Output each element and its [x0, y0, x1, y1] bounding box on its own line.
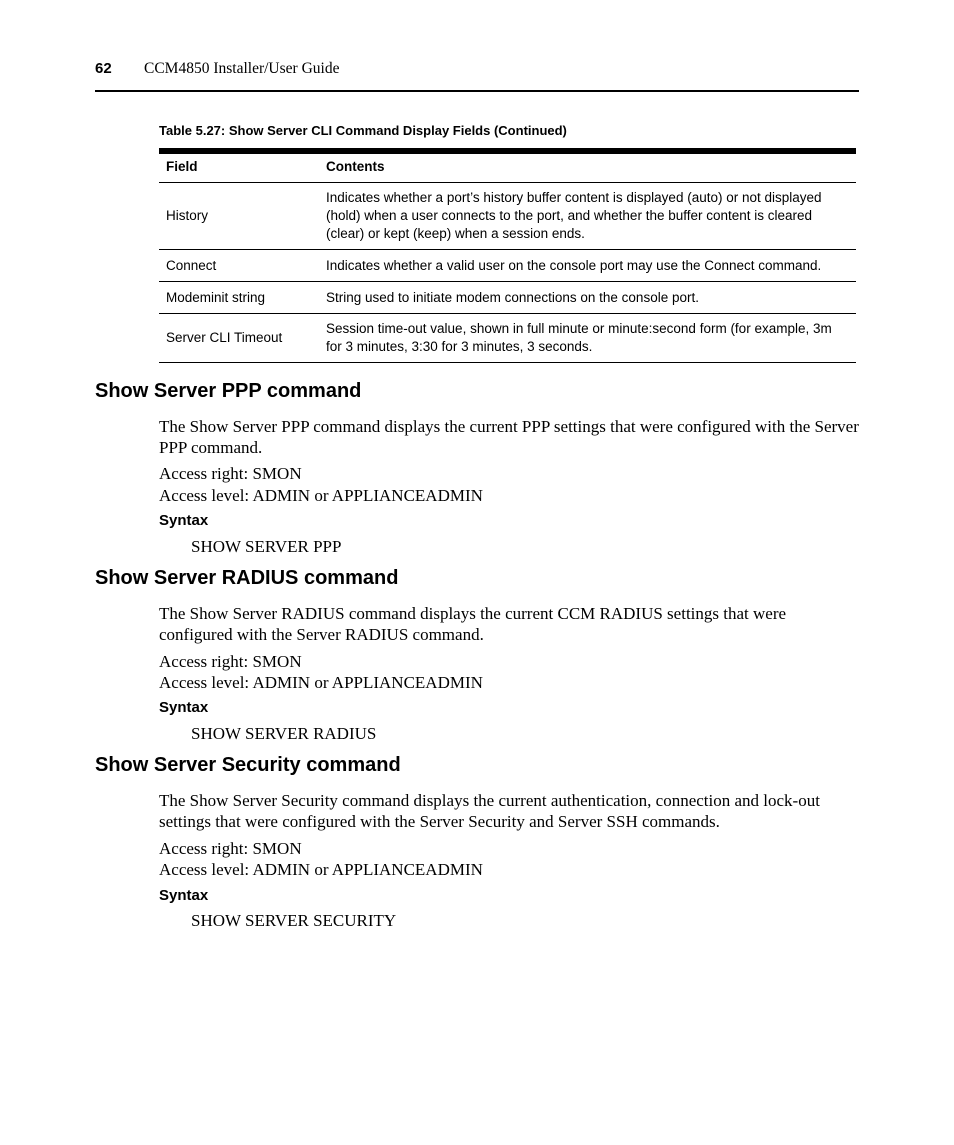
access-right: Access right: SMON	[159, 464, 302, 483]
section-title-security: Show Server Security command	[95, 754, 401, 776]
field-cell: History	[159, 183, 319, 250]
field-cell: Connect	[159, 250, 319, 282]
syntax-command: SHOW SERVER RADIUS	[191, 724, 377, 743]
column-header-contents: Contents	[319, 154, 856, 183]
syntax-label: Syntax	[159, 887, 209, 904]
table-row	[159, 282, 856, 314]
table-caption: Table 5.27: Show Server CLI Command Display Fields (Continued)	[159, 123, 567, 138]
access-right: Access right: SMON	[159, 839, 302, 858]
fields-table	[159, 154, 856, 363]
fields-table-container	[159, 148, 856, 363]
section-description: The Show Server Security command displays the current authentication, connection and lock-out settings that were configured with the Server Security and Server SSH commands.	[159, 791, 820, 831]
access-level: Access level: ADMIN or APPLIANCEADMIN	[159, 673, 483, 692]
page-header	[95, 59, 859, 92]
field-cell: Modeminit string	[159, 282, 319, 314]
column-header-field: Field	[159, 154, 319, 183]
access-level: Access level: ADMIN or APPLIANCEADMIN	[159, 486, 483, 505]
section-description: The Show Server RADIUS command displays the current CCM RADIUS settings that were configured with the Server RADIUS command.	[159, 604, 787, 644]
table-row	[159, 183, 856, 250]
contents-cell: Session time-out value, shown in full minute or minute:second form (for example, 3m for 3 minutes, 3:30 for 3 minutes, 3 seconds.	[319, 314, 856, 363]
syntax-command: SHOW SERVER SECURITY	[191, 911, 397, 930]
document-title: CCM4850 Installer/User Guide	[144, 60, 340, 77]
contents-cell: Indicates whether a port’s history buffer content is displayed (auto) or not displayed (hold) when a user connects to the port, and whether the buffer content is cleared (clear) or kept (keep) when a session ends.	[319, 183, 856, 250]
access-level: Access level: ADMIN or APPLIANCEADMIN	[159, 860, 483, 879]
syntax-command: SHOW SERVER PPP	[191, 537, 342, 556]
table-row	[159, 250, 856, 282]
page-number: 62	[95, 60, 112, 77]
access-right: Access right: SMON	[159, 652, 302, 671]
section-title-radius: Show Server RADIUS command	[95, 567, 399, 589]
table-row	[159, 314, 856, 363]
table-header-row	[159, 154, 856, 183]
section-description: The Show Server PPP command displays the current PPP settings that were configured with the Server PPP command.	[159, 417, 859, 457]
contents-cell: Indicates whether a valid user on the console port may use the Connect command.	[319, 250, 856, 282]
section-title-ppp: Show Server PPP command	[95, 380, 362, 402]
syntax-label: Syntax	[159, 512, 209, 529]
syntax-label: Syntax	[159, 699, 209, 716]
contents-cell: String used to initiate modem connections on the console port.	[319, 282, 856, 314]
field-cell: Server CLI Timeout	[159, 314, 319, 363]
